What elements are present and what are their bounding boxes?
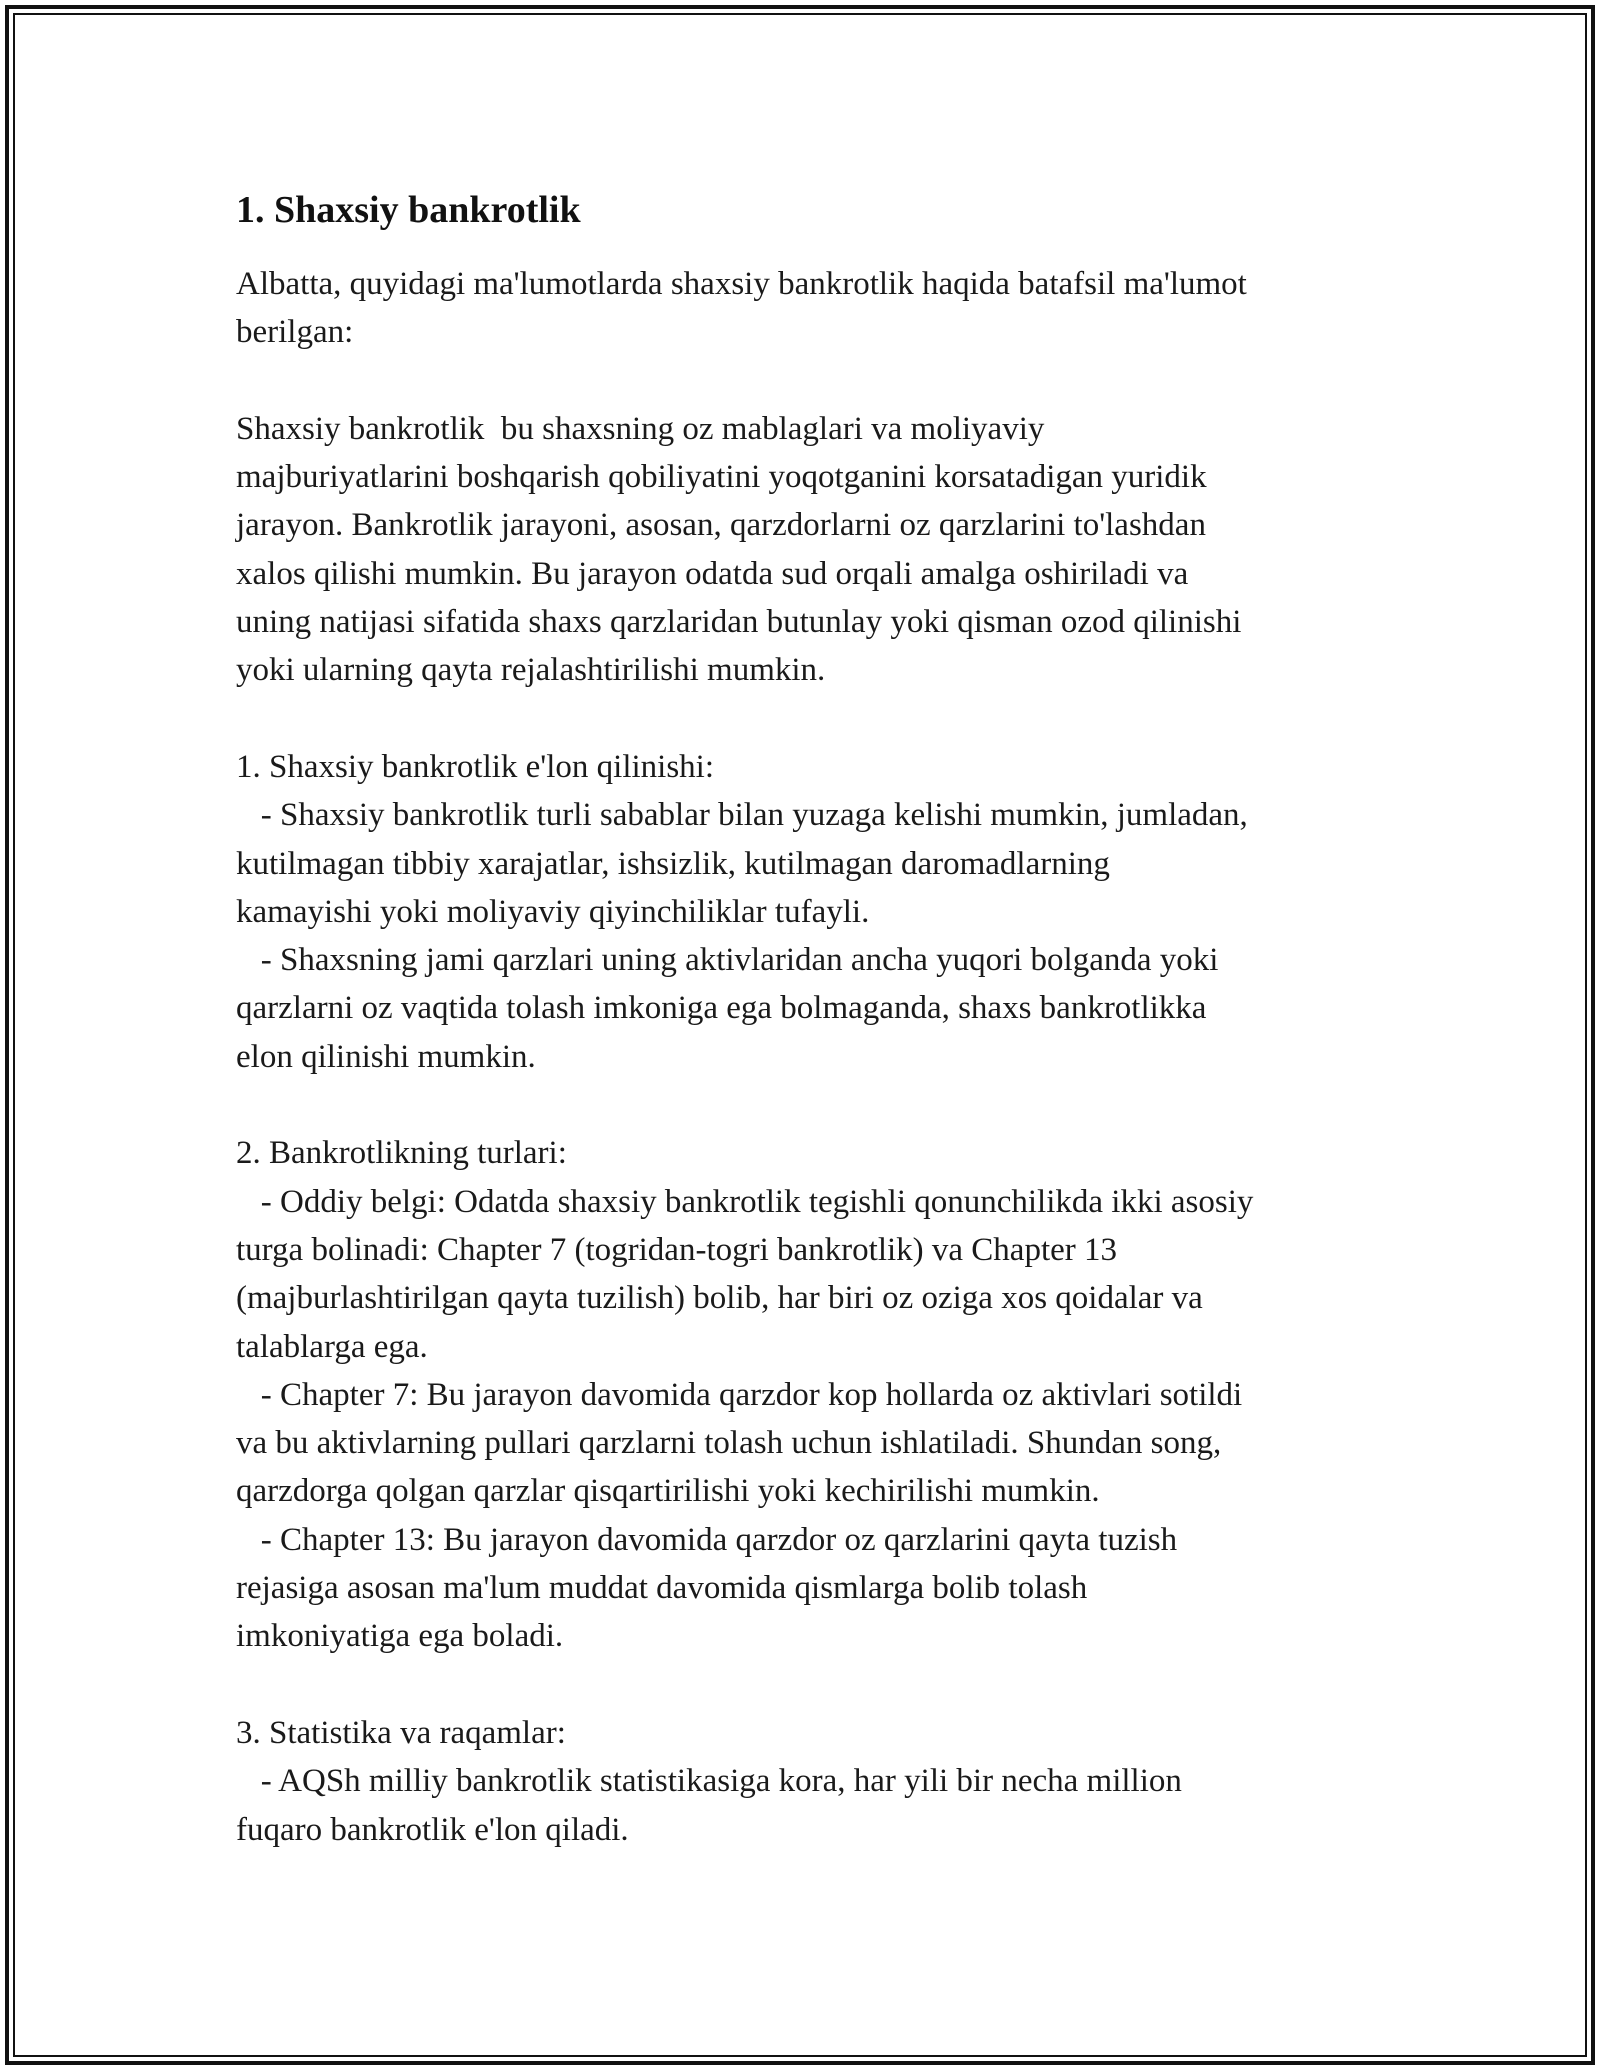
document-title: 1. Shaxsiy bankrotlik: [236, 189, 581, 231]
document-page: [236, 186, 1396, 1854]
document-body: Albatta, quyidagi ma'lumotlarda shaxsiy bankrotlik haqida batafsil ma'lumot berilgan: Shaxsiy bankrotlik bu shaxsning oz mablaglari va moliyaviy majburiyatlarini boshqarish qobiliyatini yoqotganini korsatadigan yuridik jarayon. Bankrotlik jarayoni, asosan, qarzdorlarni oz qarzlarini to'lashdan xalos qilishi mumkin. Bu jarayon odatda sud orqali amalga oshiriladi va uning natijasi sifatida shaxs qarzlaridan butunlay yoki qisman ozod qilinishi yoki ularning qayta rejalashtirilishi mumkin. 1. Shaxsiy bankrotlik e'lon qilinishi: - Shaxsiy bankrotlik turli sabablar bilan yuzaga kelishi mumkin, jumladan, kutilmagan tibbiy xarajatlar, ishsizlik, kutilmagan daromadlarning kamayishi yoki moliyaviy qiyinchiliklar tufayli. - Shaxsning jami qarzlari uning aktivlaridan ancha yuqori bolganda yoki qarzlarni oz vaqtida tolash imkoniga ega bolmaganda, shaxs bankrotlikka elon qilinishi mumkin. 2. Bankrotlikning turlari: - Oddiy belgi: Odatda shaxsiy bankrotlik tegishli qonunchilikda ikki asosiy turga bolinadi: Chapter 7 (togridan-togri bankrotlik) va Chapter 13 (majburlashtirilgan qayta tuzilish) bolib, har biri oz oziga xos qoidalar va talablarga ega. - Chapter 7: Bu jarayon davomida qarzdor kop hollarda oz aktivlari sotildi va bu aktivlarning pullari qarzlarni tolash uchun ishlatiladi. Shundan song, qarzdorga qolgan qarzlar qisqartirilishi yoki kechirilishi mumkin. - Chapter 13: Bu jarayon davomida qarzdor oz qarzlarini qayta tuzish rejasiga asosan ma'lum muddat davomida qismlarga bolib tolash imkoniyatiga ega boladi. 3. Statistika va raqamlar: - AQSh milliy bankrotlik statistikasiga kora, har yili bir necha million fuqaro bankrotlik e'lon qiladi.: [236, 266, 1254, 1848]
